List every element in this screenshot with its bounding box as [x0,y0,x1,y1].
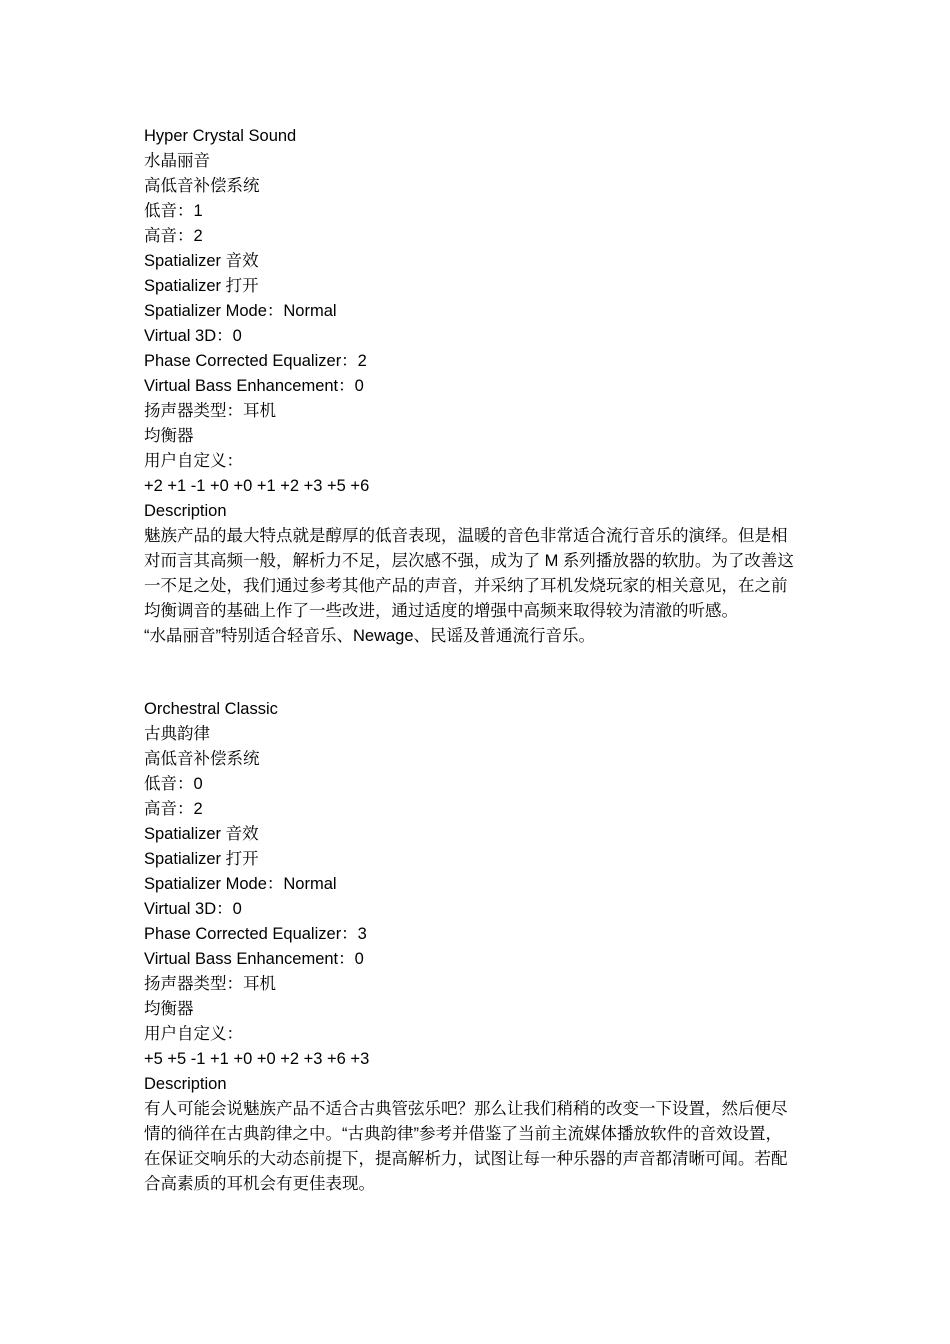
spatializer-state: Spatializer 打开 [144,277,259,295]
description-line: 一不足之处，我们通过参考其他产品的声音，并采纳了耳机发烧玩家的相关意见，在之前 [144,577,788,595]
virtual-bass-setting: Virtual Bass Enhancement：0 [144,950,364,968]
eq-values: +2 +1 -1 +0 +0 +1 +2 +3 +5 +6 [144,477,370,495]
preset-title: Orchestral Classic [144,700,278,718]
description-line: 魅族产品的最大特点就是醇厚的低音表现，温暖的音色非常适合流行音乐的演绎。但是相 [144,527,788,545]
spatializer-effect-label: Spatializer 音效 [144,825,259,843]
spatializer-effect-label: Spatializer 音效 [144,252,259,270]
user-defined-label: 用户自定义： [144,452,243,470]
description-heading: Description [144,502,227,520]
phase-eq-setting: Phase Corrected Equalizer：2 [144,352,367,370]
treble-setting: 高音：2 [144,227,203,245]
preset-section-hyper-crystal-sound [144,124,808,649]
compensation-system-label: 高低音补偿系统 [144,750,260,768]
virtual-3d-setting: Virtual 3D：0 [144,327,242,345]
phase-eq-setting: Phase Corrected Equalizer：3 [144,925,367,943]
bass-setting: 低音：1 [144,202,203,220]
bass-setting: 低音：0 [144,775,203,793]
description-line: 合高素质的耳机会有更佳表现。 [144,1175,375,1193]
treble-setting: 高音：2 [144,800,203,818]
virtual-3d-setting: Virtual 3D：0 [144,900,242,918]
spatializer-mode: Spatializer Mode：Normal [144,302,337,320]
description-line: 情的徜徉在古典韵律之中。“古典韵律”参考并借鉴了当前主流媒体播放软件的音效设置， [144,1125,782,1143]
preset-title: Hyper Crystal Sound [144,127,297,145]
preset-section-orchestral-classic [144,697,808,1197]
speaker-type: 扬声器类型：耳机 [144,975,276,993]
description-heading: Description [144,1075,227,1093]
speaker-type: 扬声器类型：耳机 [144,402,276,420]
description-line: “水晶丽音”特别适合轻音乐、Newage、民谣及普通流行音乐。 [144,627,596,645]
equalizer-label: 均衡器 [144,427,194,445]
preset-chinese-name: 水晶丽音 [144,152,210,170]
description-line: 有人可能会说魅族产品不适合古典管弦乐吧？那么让我们稍稍的改变一下设置，然后便尽 [144,1100,788,1118]
compensation-system-label: 高低音补偿系统 [144,177,260,195]
spatializer-mode: Spatializer Mode：Normal [144,875,337,893]
user-defined-label: 用户自定义： [144,1025,243,1043]
preset-chinese-name: 古典韵律 [144,725,210,743]
spatializer-state: Spatializer 打开 [144,850,259,868]
description-line: 在保证交响乐的大动态前提下，提高解析力，试图让每一种乐器的声音都清晰可闻。若配 [144,1150,788,1168]
eq-values: +5 +5 -1 +1 +0 +0 +2 +3 +6 +3 [144,1050,370,1068]
description-line: 均衡调音的基础上作了一些改进，通过适度的增强中高频来取得较为清澈的听感。 [144,602,738,620]
equalizer-label: 均衡器 [144,1000,194,1018]
description-line: 对而言其高频一般，解析力不足，层次感不强，成为了 M 系列播放器的软肋。为了改善这 [144,552,794,570]
virtual-bass-setting: Virtual Bass Enhancement：0 [144,377,364,395]
